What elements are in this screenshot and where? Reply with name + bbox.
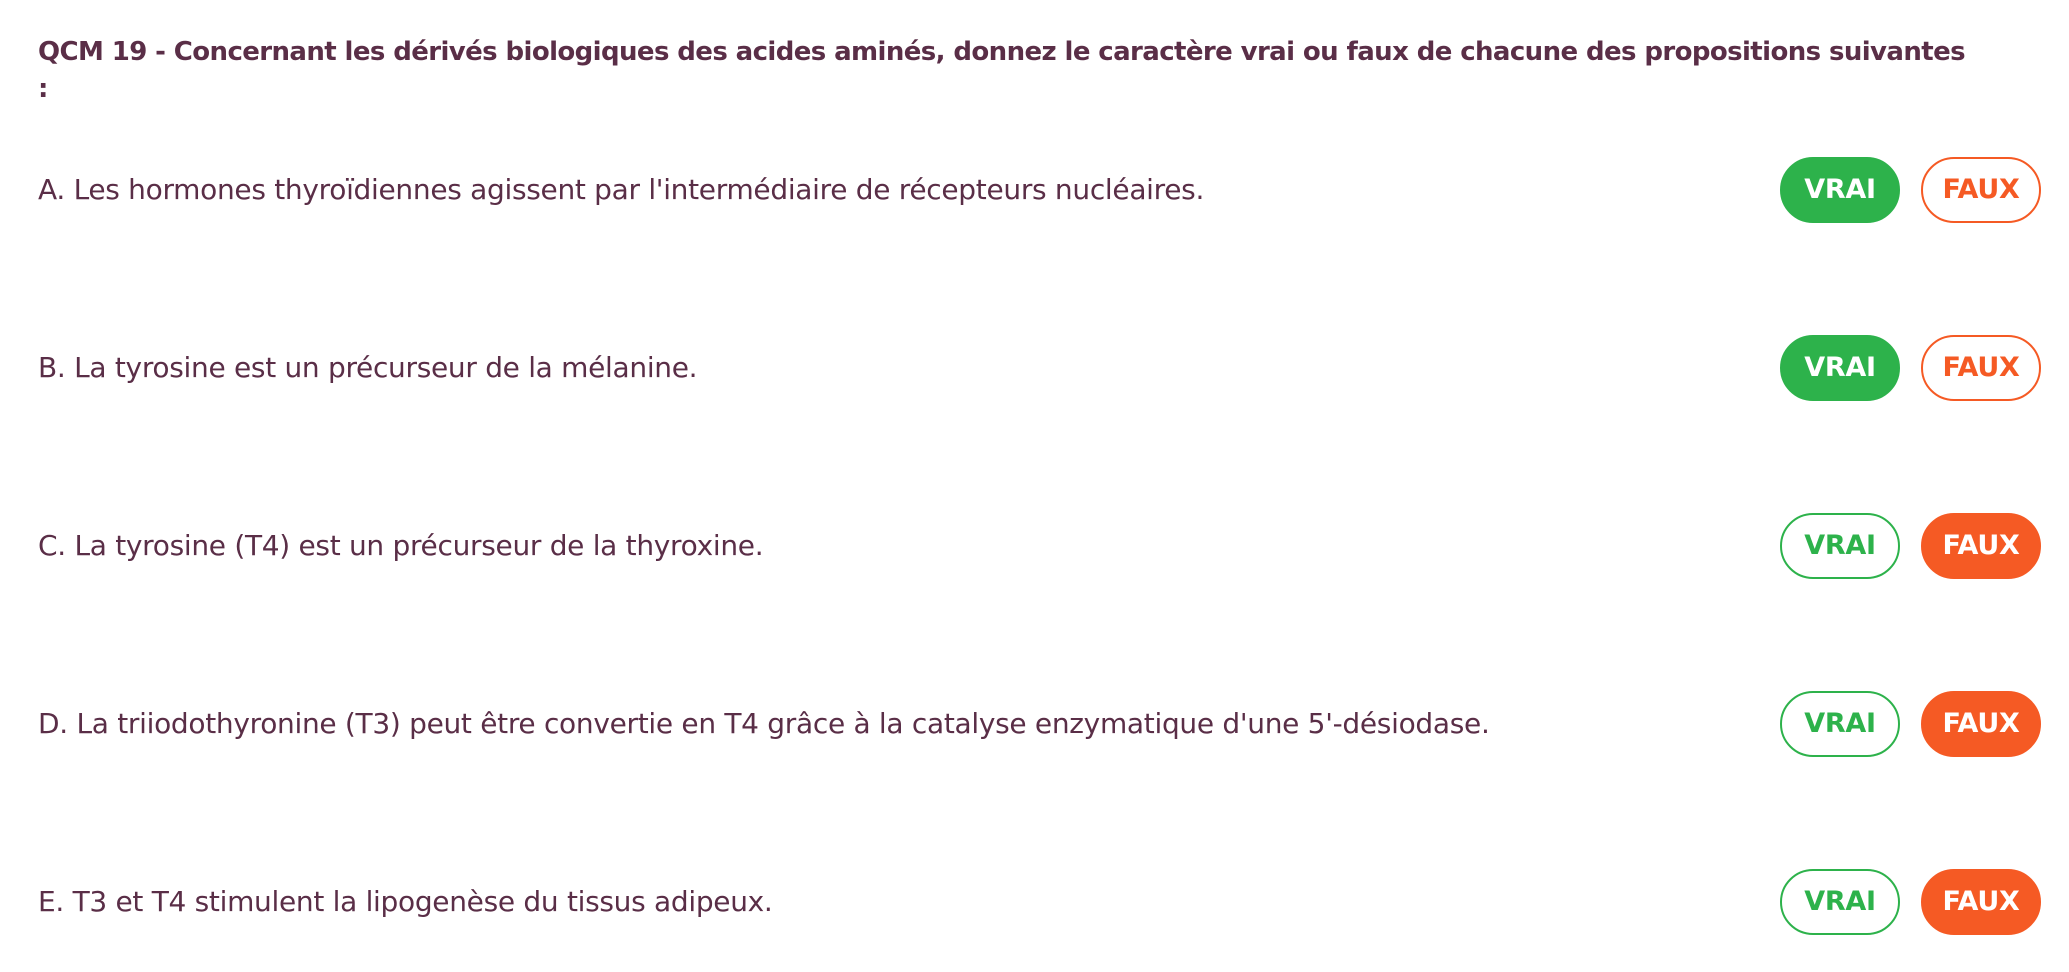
faux-button[interactable]: FAUX — [1921, 869, 2041, 935]
proposition-text: D. La triiodothyronine (T3) peut être convertie en T4 grâce à la catalyse enzymatique d'une 5'-désiodase. — [38, 707, 1490, 740]
vrai-button[interactable]: VRAI — [1780, 513, 1900, 579]
proposition-row — [38, 157, 2033, 223]
question-title-text: QCM 19 - Concernant les dérivés biologiques des acides aminés, donnez le caractère vrai ou faux de chacune des propositions suivantes — [38, 37, 1965, 67]
proposition-text: E. T3 et T4 stimulent la lipogenèse du tissus adipeux. — [38, 885, 773, 918]
faux-button[interactable]: FAUX — [1921, 513, 2041, 579]
vrai-button[interactable]: VRAI — [1780, 869, 1900, 935]
faux-button[interactable]: FAUX — [1921, 157, 2041, 223]
vrai-button[interactable]: VRAI — [1780, 335, 1900, 401]
proposition-text: A. Les hormones thyroïdiennes agissent par l'intermédiaire de récepteurs nucléaires. — [38, 173, 1205, 206]
question-title-colon: : — [38, 74, 48, 104]
proposition-row — [38, 335, 2033, 401]
faux-button[interactable]: FAUX — [1921, 691, 2041, 757]
vrai-button[interactable]: VRAI — [1780, 691, 1900, 757]
question-title — [38, 34, 2033, 108]
proposition-text: C. La tyrosine (T4) est un précurseur de la thyroxine. — [38, 529, 764, 562]
proposition-row — [38, 691, 2033, 757]
vrai-button[interactable]: VRAI — [1780, 157, 1900, 223]
faux-button[interactable]: FAUX — [1921, 335, 2041, 401]
proposition-row — [38, 513, 2033, 579]
proposition-row — [38, 869, 2033, 935]
qcm-question — [38, 34, 2033, 108]
proposition-text: B. La tyrosine est un précurseur de la mélanine. — [38, 351, 698, 384]
